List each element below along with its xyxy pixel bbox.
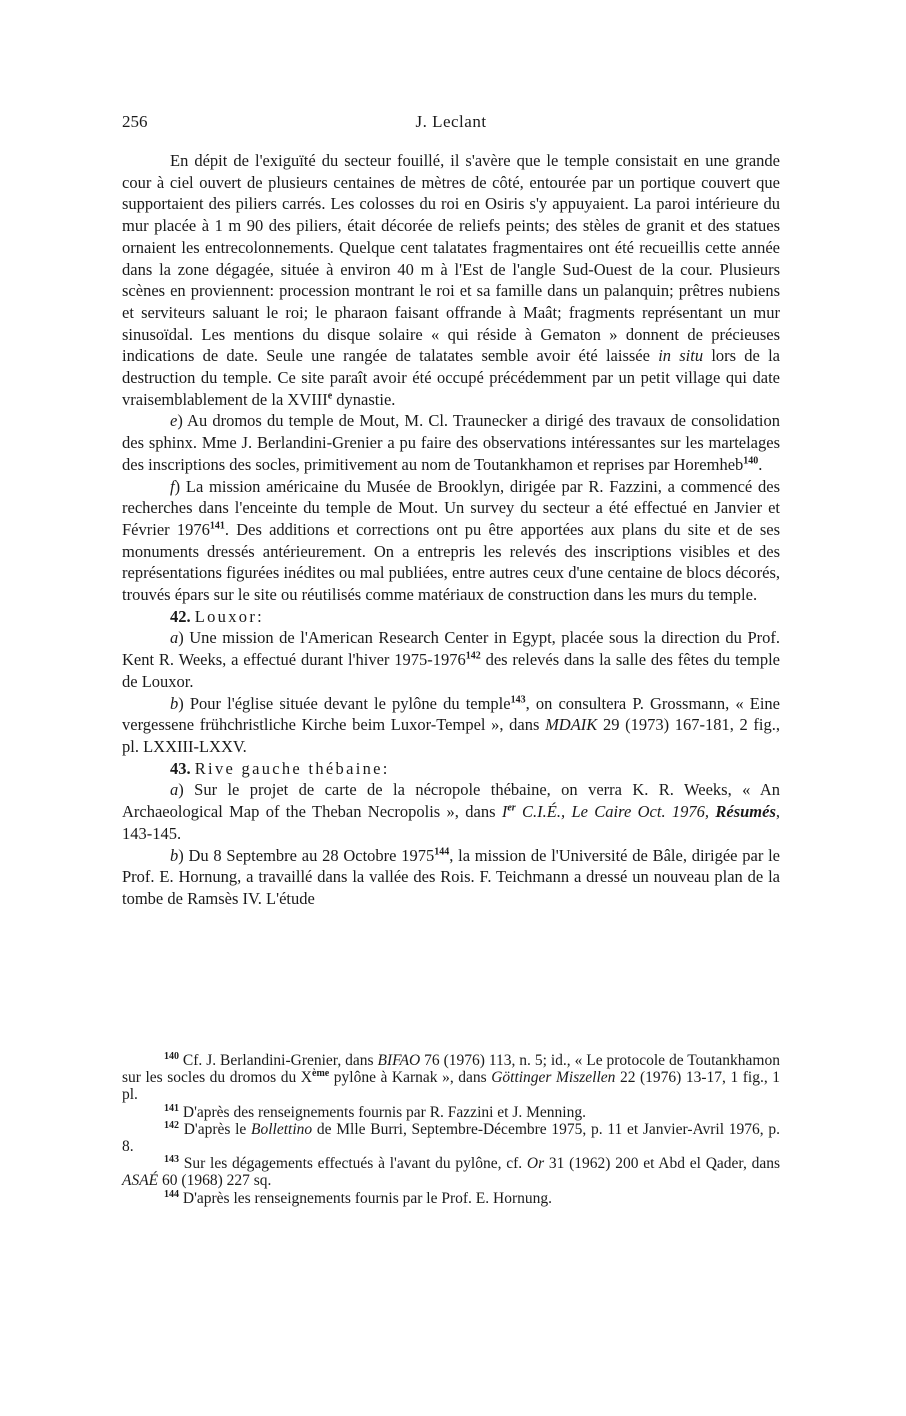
text-segment: Göttinger Miszellen [491, 1069, 616, 1087]
page-number: 256 [122, 112, 148, 131]
text-segment: ASAÉ [122, 1172, 159, 1190]
text-segment: b [170, 693, 179, 713]
section-heading-rive-gauche [122, 758, 780, 780]
text-segment: , on consultera P. Grossmann, « Eine vergessene frühchristliche Kirche beim Luxor-Tempel », dans [122, 693, 780, 735]
text-segment: f [170, 476, 175, 496]
text-segment: 144 [164, 1188, 179, 1200]
text-segment: dynastie. [332, 389, 396, 409]
text-segment: D'après les renseignements fournis par le Prof. E. Hornung. [179, 1189, 552, 1207]
text-segment: a [170, 780, 179, 800]
paragraph-a-necropolis-map [122, 779, 780, 844]
text-segment: 140 [164, 1050, 179, 1062]
text-segment: 60 (1968) 227 sq. [158, 1172, 272, 1190]
paragraph-b-louxor-church [122, 693, 780, 758]
text-segment: 142 [164, 1119, 179, 1131]
text-segment: e [327, 390, 333, 402]
text-segment: Rive gauche thébaine [194, 758, 383, 778]
text-segment: Cf. J. Berlandini-Grenier, dans [179, 1052, 378, 1069]
text-segment: Résumés [715, 802, 776, 822]
text-segment: 22 (1976) 13-17, 1 fig., 1 pl. [122, 1069, 781, 1104]
section-heading-louxor [122, 606, 780, 628]
text-segment: 43. [170, 758, 191, 778]
text-segment: pylône à Karnak », dans [329, 1069, 492, 1087]
text-segment: 141 [209, 520, 225, 532]
text-segment: 31 (1962) 200 et Abd el Qader, dans [544, 1155, 780, 1173]
text-segment: En dépit de l'exiguïté du secteur fouillé, il s'avère que le temple consistait en une grande cour à ciel ouvert de plusieurs centaines de mètres de côté, entourée par un portique couvert que supportaient des piliers carrés. Les colosses du roi en Osiris s'y appuyaient. La paroi intérieure du mur placée à 1 m 90 des piliers, était décorée de reliefs peints; des stèles de granit et des statues ornaient les entrecolonnements. Quelque cent talatates fragmentaires ont été recueillis cette année dans la zone dégagée, située à environ 40 m à l'Est de l'angle Sud-Ouest de la cour. Plusieurs scènes en proviennent: procession montrant le roi et sa famille dans un palanquin; prêtres nubiens et serviteurs saluant le roi; le pharaon faisant offrande à Maât; fragments représentant un mur sinusoïdal. Les mentions du disque solaire « qui réside à Gematon » donnent de précieuses indications de date. Seule une rangée de talatates semble avoir été laissée [122, 151, 780, 366]
text-segment: 29 (1973) 167-181, 2 fig., pl. LXXIII-LXXV. [122, 715, 780, 756]
text-segment: , la mission de l'Université de Bâle, dirigée par le Prof. E. Hornung, a travaillé dans la vallée des Rois. F. Teichmann a dressé un nouveau plan de la tombe de Ramsès IV. L'étude [122, 845, 780, 908]
footnote-142 [122, 1121, 780, 1155]
paragraph-f-brooklyn-mission [122, 476, 780, 606]
footnote-140 [122, 1052, 780, 1104]
text-segment: de Mlle Burri, Septembre-Décembre 1975, p. 11 et Janvier-Avril 1976, p. 8. [122, 1120, 780, 1156]
text-segment: ) Une mission de l'American Research Center in Egypt, placée sous la direction du Prof. Kent R. Weeks, a effectué durant l'hiver 1975-1976 [122, 628, 780, 670]
text-segment: ) Sur le projet de carte de la nécropole thébaine, on verra K. R. Weeks, « An Archaeological Map of the Theban Necropolis », dans [122, 780, 780, 822]
text-segment: C.I.É., Le Caire Oct. 1976, [515, 802, 716, 822]
text-segment: ) Au dromos du temple de Mout, M. Cl. Traunecker a dirigé des travaux de consolidation des sphinx. Mme J. Berlandini-Grenier a pu faire des observations intéressantes sur les martelages des inscriptions des socles, primitivement au nom de Toutankhamon et reprises par Horemheb [122, 411, 780, 474]
text-segment: MDAIK [545, 715, 598, 735]
text-segment: : [382, 758, 388, 778]
text-segment: ) Pour l'église située devant le pylône du temple [178, 693, 511, 713]
paragraph-e-dromos-mout [122, 410, 780, 475]
text-segment: . [758, 454, 763, 474]
text-segment: Sur les dégagements effectués à l'avant du pylône, cf. [179, 1155, 527, 1173]
text-segment: 76 (1976) 113, n. 5; id., « Le protocole de Toutankhamon sur les socles du dromos du X [122, 1052, 780, 1087]
text-segment: 141 [164, 1102, 179, 1114]
paragraph-temple-description [122, 150, 780, 410]
running-head: J. Leclant [415, 112, 487, 131]
footnote-141 [122, 1104, 780, 1121]
footnotes [122, 1052, 780, 1207]
text-segment: 144 [434, 846, 450, 857]
text-segment: Or [526, 1155, 545, 1173]
page-header [122, 112, 780, 140]
paragraph-b-basel-mission [122, 845, 780, 910]
text-segment: BIFAO [377, 1052, 421, 1069]
text-segment: Louxor [194, 606, 258, 626]
text-segment: ) Du 8 Septembre au 28 Octobre 1975 [178, 845, 435, 865]
footnote-143 [122, 1155, 780, 1189]
text-segment: ) La mission américaine du Musée de Brooklyn, dirigée par R. Fazzini, a commencé des recherches dans l'enceinte du temple de Mout. Un survey du secteur a été effectué en Janvier et Février 1976 [122, 476, 780, 539]
text-segment: er [507, 802, 516, 814]
text-segment: D'après le [179, 1120, 252, 1138]
text-segment: I [501, 802, 508, 822]
paragraph-a-louxor-arce [122, 627, 780, 692]
main-text [122, 150, 780, 910]
text-segment: : [257, 606, 262, 626]
text-segment: 142 [465, 650, 481, 662]
text-segment: Bollettino [251, 1120, 313, 1138]
text-segment: D'après des renseignements fournis par R. Fazzini et J. Menning. [179, 1103, 586, 1121]
footnote-144 [122, 1190, 780, 1207]
text-segment: des relevés dans la salle des fêtes du temple de Louxor. [122, 650, 780, 691]
text-segment: ème [312, 1068, 330, 1080]
text-segment: 140 [743, 455, 759, 467]
text-segment: e [170, 411, 178, 431]
text-segment: a [170, 628, 179, 648]
text-segment: in situ [658, 346, 704, 366]
text-segment: 42. [170, 606, 191, 626]
text-segment: lors de la destruction du temple. Ce site paraît avoir été occupé précédemment par un petit village qui date vraisemblablement de la XVIII [122, 346, 780, 409]
text-segment: . Des additions et corrections ont pu être apportées aux plans du site et de ses monuments dressés antérieurement. On a entrepris les relevés des inscriptions visibles et des représentations figurées inédites ou mal publiées, entre autres ceux d'une centaine de blocs décorés, trouvés épars sur le site ou réutilisés comme matériaux de construction dans les murs du temple. [122, 519, 780, 605]
text-segment: , 143-145. [122, 802, 781, 843]
text-segment: 143 [510, 694, 526, 706]
text-segment: 143 [164, 1154, 179, 1166]
text-segment: b [170, 845, 179, 865]
